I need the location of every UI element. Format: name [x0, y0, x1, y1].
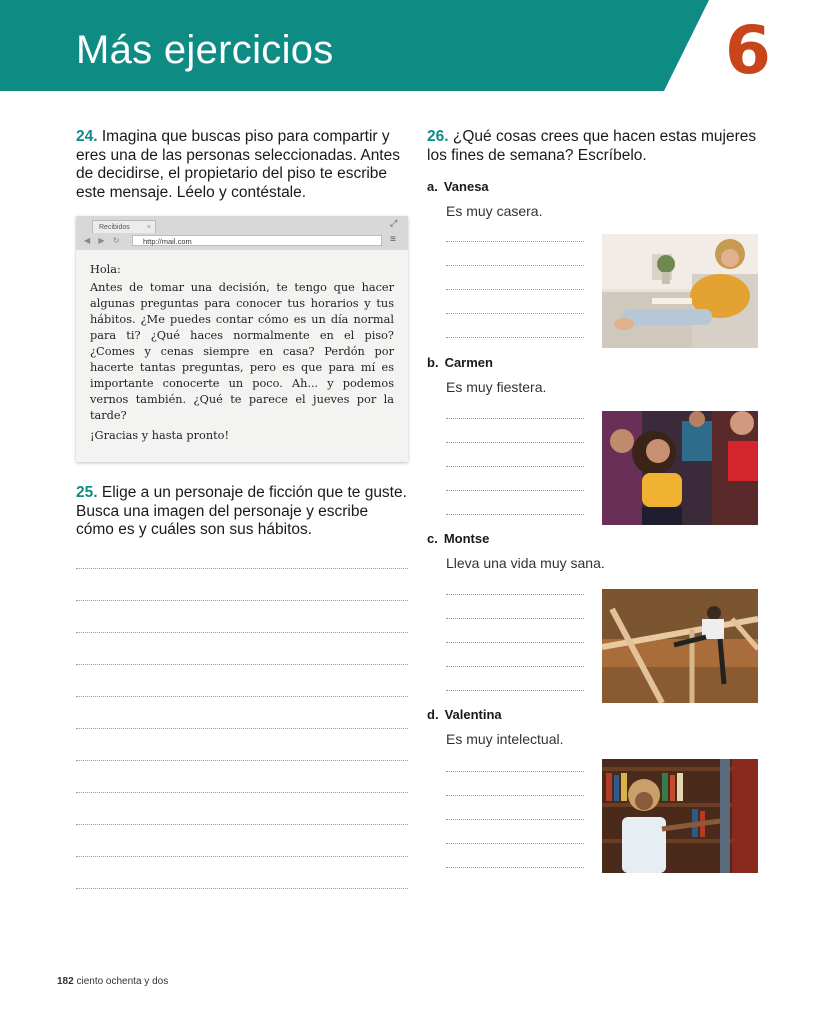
writing-line[interactable] — [76, 792, 408, 793]
exercise-text: Elige a un personaje de ficción que te guste. Busca una imagen del personaje y escribe cómo es y cuáles son sus hábitos. — [76, 484, 407, 538]
photo-woman-relaxing — [602, 234, 758, 348]
person-label-valentina: d. Valentina — [427, 707, 502, 722]
close-icon[interactable]: × — [146, 224, 151, 231]
writing-line[interactable] — [76, 888, 408, 889]
writing-line[interactable] — [446, 771, 584, 772]
exercise-25-prompt — [76, 484, 408, 540]
browser-tab[interactable] — [92, 220, 156, 233]
email-browser-window — [76, 216, 408, 462]
writing-line[interactable] — [76, 728, 408, 729]
photo-woman-stretching — [602, 589, 758, 703]
unit-number: 6 — [725, 12, 771, 89]
writing-line[interactable] — [76, 664, 408, 665]
person-label-montse: c. Montse — [427, 531, 490, 546]
exercise-text: Imagina que buscas piso para compartir y eres una de las personas seleccionadas. Antes de decidirse, el propietario del piso te escribe este mensaje. Léelo y contéstale. — [76, 128, 400, 201]
exercise-24-prompt — [76, 128, 408, 202]
writing-line[interactable] — [446, 618, 584, 619]
answer-lines-25[interactable] — [76, 568, 408, 920]
exercise-number: 24. — [76, 128, 98, 145]
page-number: 182 — [57, 976, 74, 987]
writing-line[interactable] — [76, 856, 408, 857]
person-label-vanesa: a. Vanesa — [427, 179, 489, 194]
writing-line[interactable] — [446, 642, 584, 643]
writing-line[interactable] — [446, 819, 584, 820]
photo-women-dancing — [602, 411, 758, 525]
writing-line[interactable] — [446, 418, 584, 419]
page-footer — [57, 976, 168, 987]
menu-icon[interactable]: ≡ — [390, 234, 396, 245]
page-number-words: ciento ochenta y dos — [76, 976, 169, 987]
page-title: Más ejercicios — [76, 28, 334, 72]
writing-line[interactable] — [446, 466, 584, 467]
writing-line[interactable] — [446, 867, 584, 868]
writing-line[interactable] — [446, 337, 584, 338]
writing-line[interactable] — [446, 241, 584, 242]
person-description: Es muy casera. — [446, 203, 543, 219]
email-text: Antes de tomar una decisión, te tengo que hacer algunas preguntas para conocer tus horarios y tus hábitos. ¿Me puedes contar cómo es un día normal para ti? ¿Qué haces normalmente en el piso? ¿Comes y cenas siempre en casa? Perdón por hacerte tantas preguntas, pero es que para mí es importante conocerte un poco. Ah... y podemos vernos también. ¿Qué te parece el jueves por la tarde? — [90, 281, 394, 422]
writing-line[interactable] — [76, 632, 408, 633]
writing-line[interactable] — [76, 824, 408, 825]
writing-line[interactable] — [446, 843, 584, 844]
answer-lines-vanesa[interactable] — [446, 241, 584, 361]
writing-line[interactable] — [446, 666, 584, 667]
browser-toolbar — [76, 216, 408, 250]
writing-line[interactable] — [76, 696, 408, 697]
writing-line[interactable] — [446, 442, 584, 443]
writing-line[interactable] — [446, 594, 584, 595]
writing-line[interactable] — [446, 690, 584, 691]
writing-line[interactable] — [446, 514, 584, 515]
writing-line[interactable] — [76, 568, 408, 569]
expand-icon[interactable]: ⤢ — [390, 218, 398, 228]
email-body — [90, 262, 394, 444]
writing-line[interactable] — [446, 313, 584, 314]
browser-tab-label: Recibidos — [99, 224, 130, 231]
writing-line[interactable] — [446, 795, 584, 796]
person-description: Es muy fiestera. — [446, 379, 547, 395]
nav-arrows-icon[interactable]: ◀ ▶ ↻ — [84, 236, 123, 245]
url-text: http://mail.com — [143, 237, 192, 246]
writing-line[interactable] — [76, 600, 408, 601]
writing-line[interactable] — [446, 289, 584, 290]
person-label-carmen: b. Carmen — [427, 355, 493, 370]
exercise-26-prompt — [427, 128, 757, 165]
answer-lines-valentina[interactable] — [446, 771, 584, 891]
email-closing: ¡Gracias y hasta pronto! — [90, 429, 229, 442]
photo-woman-library — [602, 759, 758, 873]
writing-line[interactable] — [446, 265, 584, 266]
person-description: Es muy intelectual. — [446, 731, 564, 747]
address-bar[interactable] — [132, 235, 382, 246]
exercise-number: 25. — [76, 484, 98, 501]
writing-line[interactable] — [446, 490, 584, 491]
person-description: Lleva una vida muy sana. — [446, 555, 605, 571]
exercise-text: ¿Qué cosas crees que hacen estas mujeres los fines de semana? Escríbelo. — [427, 128, 757, 164]
exercise-number: 26. — [427, 128, 449, 145]
answer-lines-montse[interactable] — [446, 594, 584, 714]
writing-line[interactable] — [76, 760, 408, 761]
email-greeting: Hola: — [90, 263, 121, 276]
answer-lines-carmen[interactable] — [446, 418, 584, 538]
